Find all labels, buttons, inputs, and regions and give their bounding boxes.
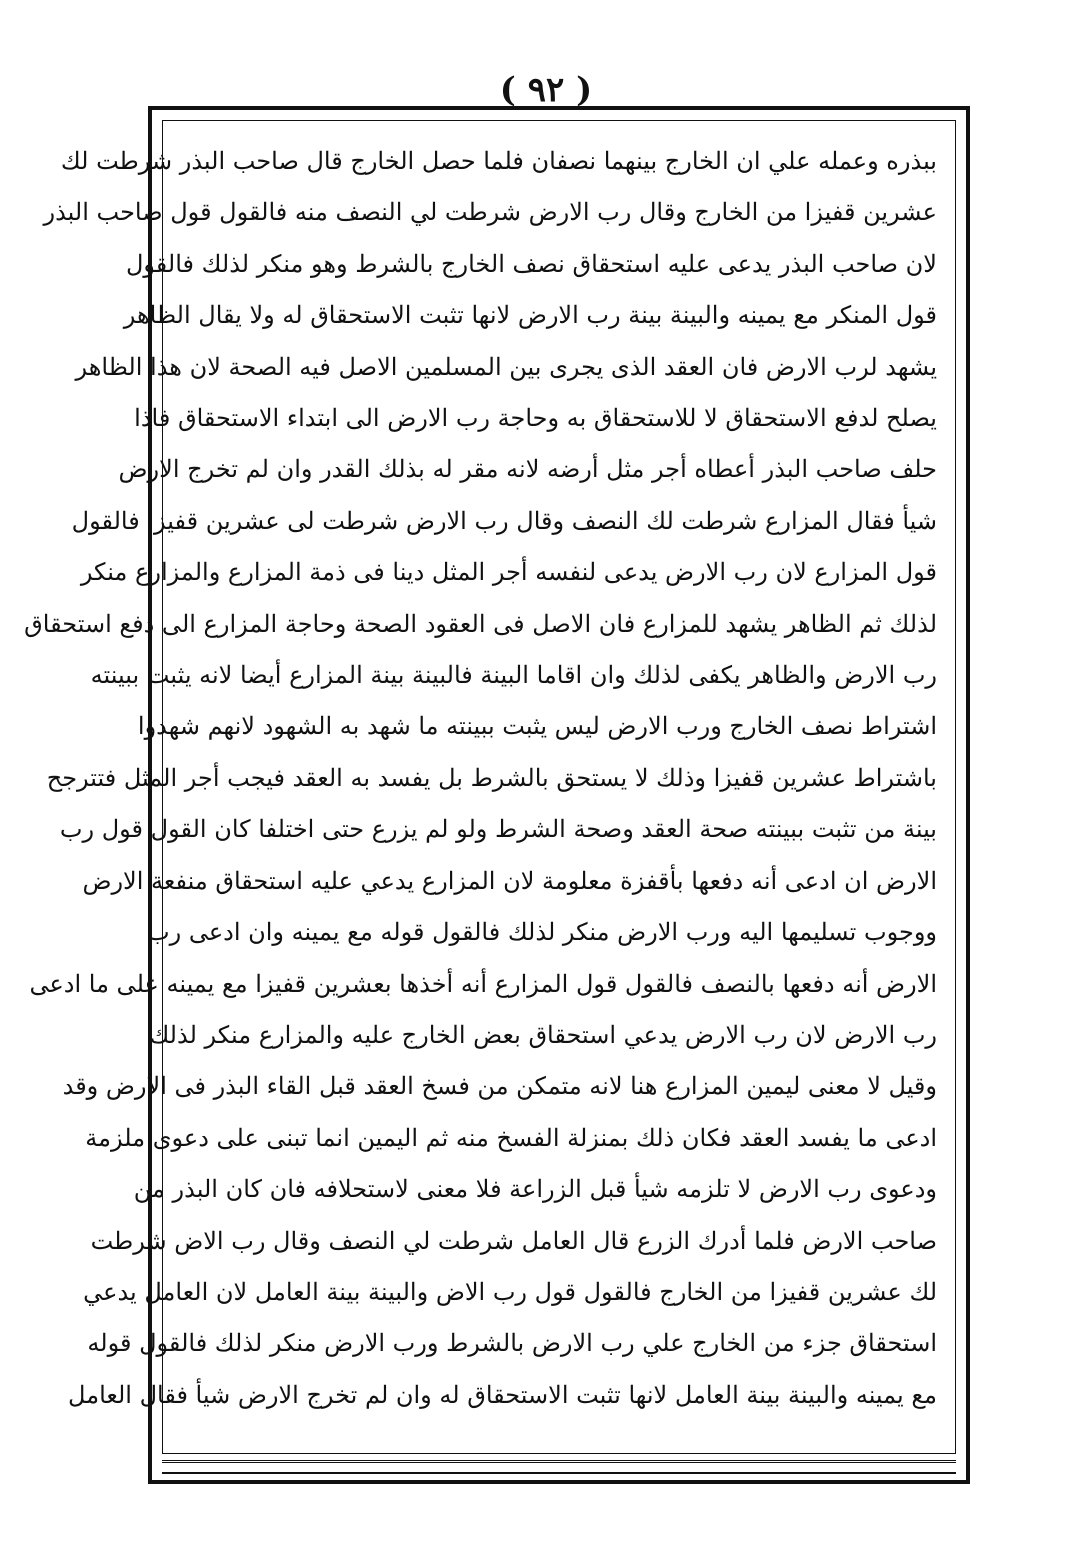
text-line: قول المزارع لان رب الارض يدعى لنفسه أجر المثل دينا فى ذمة المزارع والمزارع منكر xyxy=(80,558,937,587)
text-line: قول المنكر مع يمينه والبينة بينة رب الارض لانها تثبت الاستحقاق له ولا يقال الظاهر xyxy=(123,301,937,330)
text-line: شيأ فقال المزارع شرطت لك النصف وقال رب الارض شرطت لى عشرين قفيزا فالقول xyxy=(71,506,937,535)
text-line: يشهد لرب الارض فان العقد الذى يجرى بين المسلمين الاصل فيه الصحة لان هذا الظاهر xyxy=(75,352,937,381)
text-line: صاحب الارض فلما أدرك الزرع قال العامل شرطت لي النصف وقال رب الاض شرطت xyxy=(90,1226,937,1255)
text-line: وقيل لا معنى ليمين المزارع هنا لانه متمكن من فسخ العقد قبل القاء البذر فى الارض وقد xyxy=(62,1072,937,1101)
text-line: ادعى ما يفسد العقد فكان ذلك بمنزلة الفسخ منه ثم اليمين انما تبنى على دعوى ملزمة xyxy=(85,1123,937,1152)
text-line: اشتراط نصف الخارج ورب الارض ليس يثبت ببينته ما شهد به الشهود لانهم شهدوا xyxy=(137,712,937,741)
text-line: باشتراط عشرين قفيزا وذلك لا يستحق بالشرط بل يفسد به العقد فيجب أجر المثل فتترجح xyxy=(46,763,937,792)
text-line: الارض أنه دفعها بالنصف فالقول قول المزارع أنه أخذها بعشرين قفيزا مع يمينه على ما ادعى xyxy=(29,969,937,998)
text-line: مع يمينه والبينة بينة العامل لانها تثبت الاستحقاق له وان لم تخرج الارض شيأ فقال العامل xyxy=(68,1380,937,1409)
text-line: ووجوب تسليمها اليه ورب الارض منكر لذلك فالقول قوله مع يمينه وان ادعى رب xyxy=(147,918,937,947)
text-line: ببذره وعمله علي ان الخارج بينهما نصفان فلما حصل الخارج قال صاحب البذر شرطت لك xyxy=(60,147,937,175)
page-border xyxy=(24,106,970,1484)
text-line: عشرين قفيزا من الخارج وقال رب الارض شرطت لي النصف منه فالقول قول صاحب البذر xyxy=(43,198,937,227)
text-line: ودعوى رب الارض لا تلزمه شيأ قبل الزراعة فلا معنى لاستحلافه فان كان البذر من xyxy=(133,1175,937,1204)
inner-border xyxy=(24,120,956,1454)
text-line: يصلح لدفع الاستحقاق لا للاستحقاق به وحاجة رب الارض الى ابتداء الاستحقاق فاذا xyxy=(134,404,937,433)
page-number: ( ٩٢ ) xyxy=(499,70,593,110)
text-line: لان صاحب البذر يدعى عليه استحقاق نصف الخارج بالشرط وهو منكر لذلك فالقول xyxy=(125,249,937,278)
text-line: بينة من تثبت ببينته صحة العقد وصحة الشرط ولو لم يزرع حتى اختلفا كان القول قول رب xyxy=(59,815,937,844)
text-line: حلف صاحب البذر أعطاه أجر مثل أرضه لانه مقر له بذلك القدر وان لم تخرج الارض xyxy=(118,455,937,484)
text-line: رب الارض لان رب الارض يدعي استحقاق بعض الخارج عليه والمزارع منكر لذلك xyxy=(149,1020,937,1049)
text-line: رب الارض والظاهر يكفى لذلك وان اقاما البينة فالبينة بينة المزارع أيضا لانه يثبت ببينته xyxy=(90,661,937,690)
text-line: استحقاق جزء من الخارج علي رب الارض بالشرط ورب الارض منكر لذلك فالقول قوله xyxy=(87,1329,937,1358)
text-line: لذلك ثم الظاهر يشهد للمزارع فان الاصل فى العقود الصحة وحاجة المزارع الى دفع استحقاق xyxy=(24,609,937,638)
text-line: الارض ان ادعى أنه دفعها بأقفزة معلومة لان المزارع يدعي عليه استحقاق منفعة الارض xyxy=(82,866,937,895)
text-body xyxy=(24,141,937,1415)
bottom-border-band xyxy=(162,1460,956,1474)
text-line: لك عشرين قفيزا من الخارج فالقول قول رب الاض والبينة بينة العامل لان العامل يدعي xyxy=(83,1277,937,1306)
